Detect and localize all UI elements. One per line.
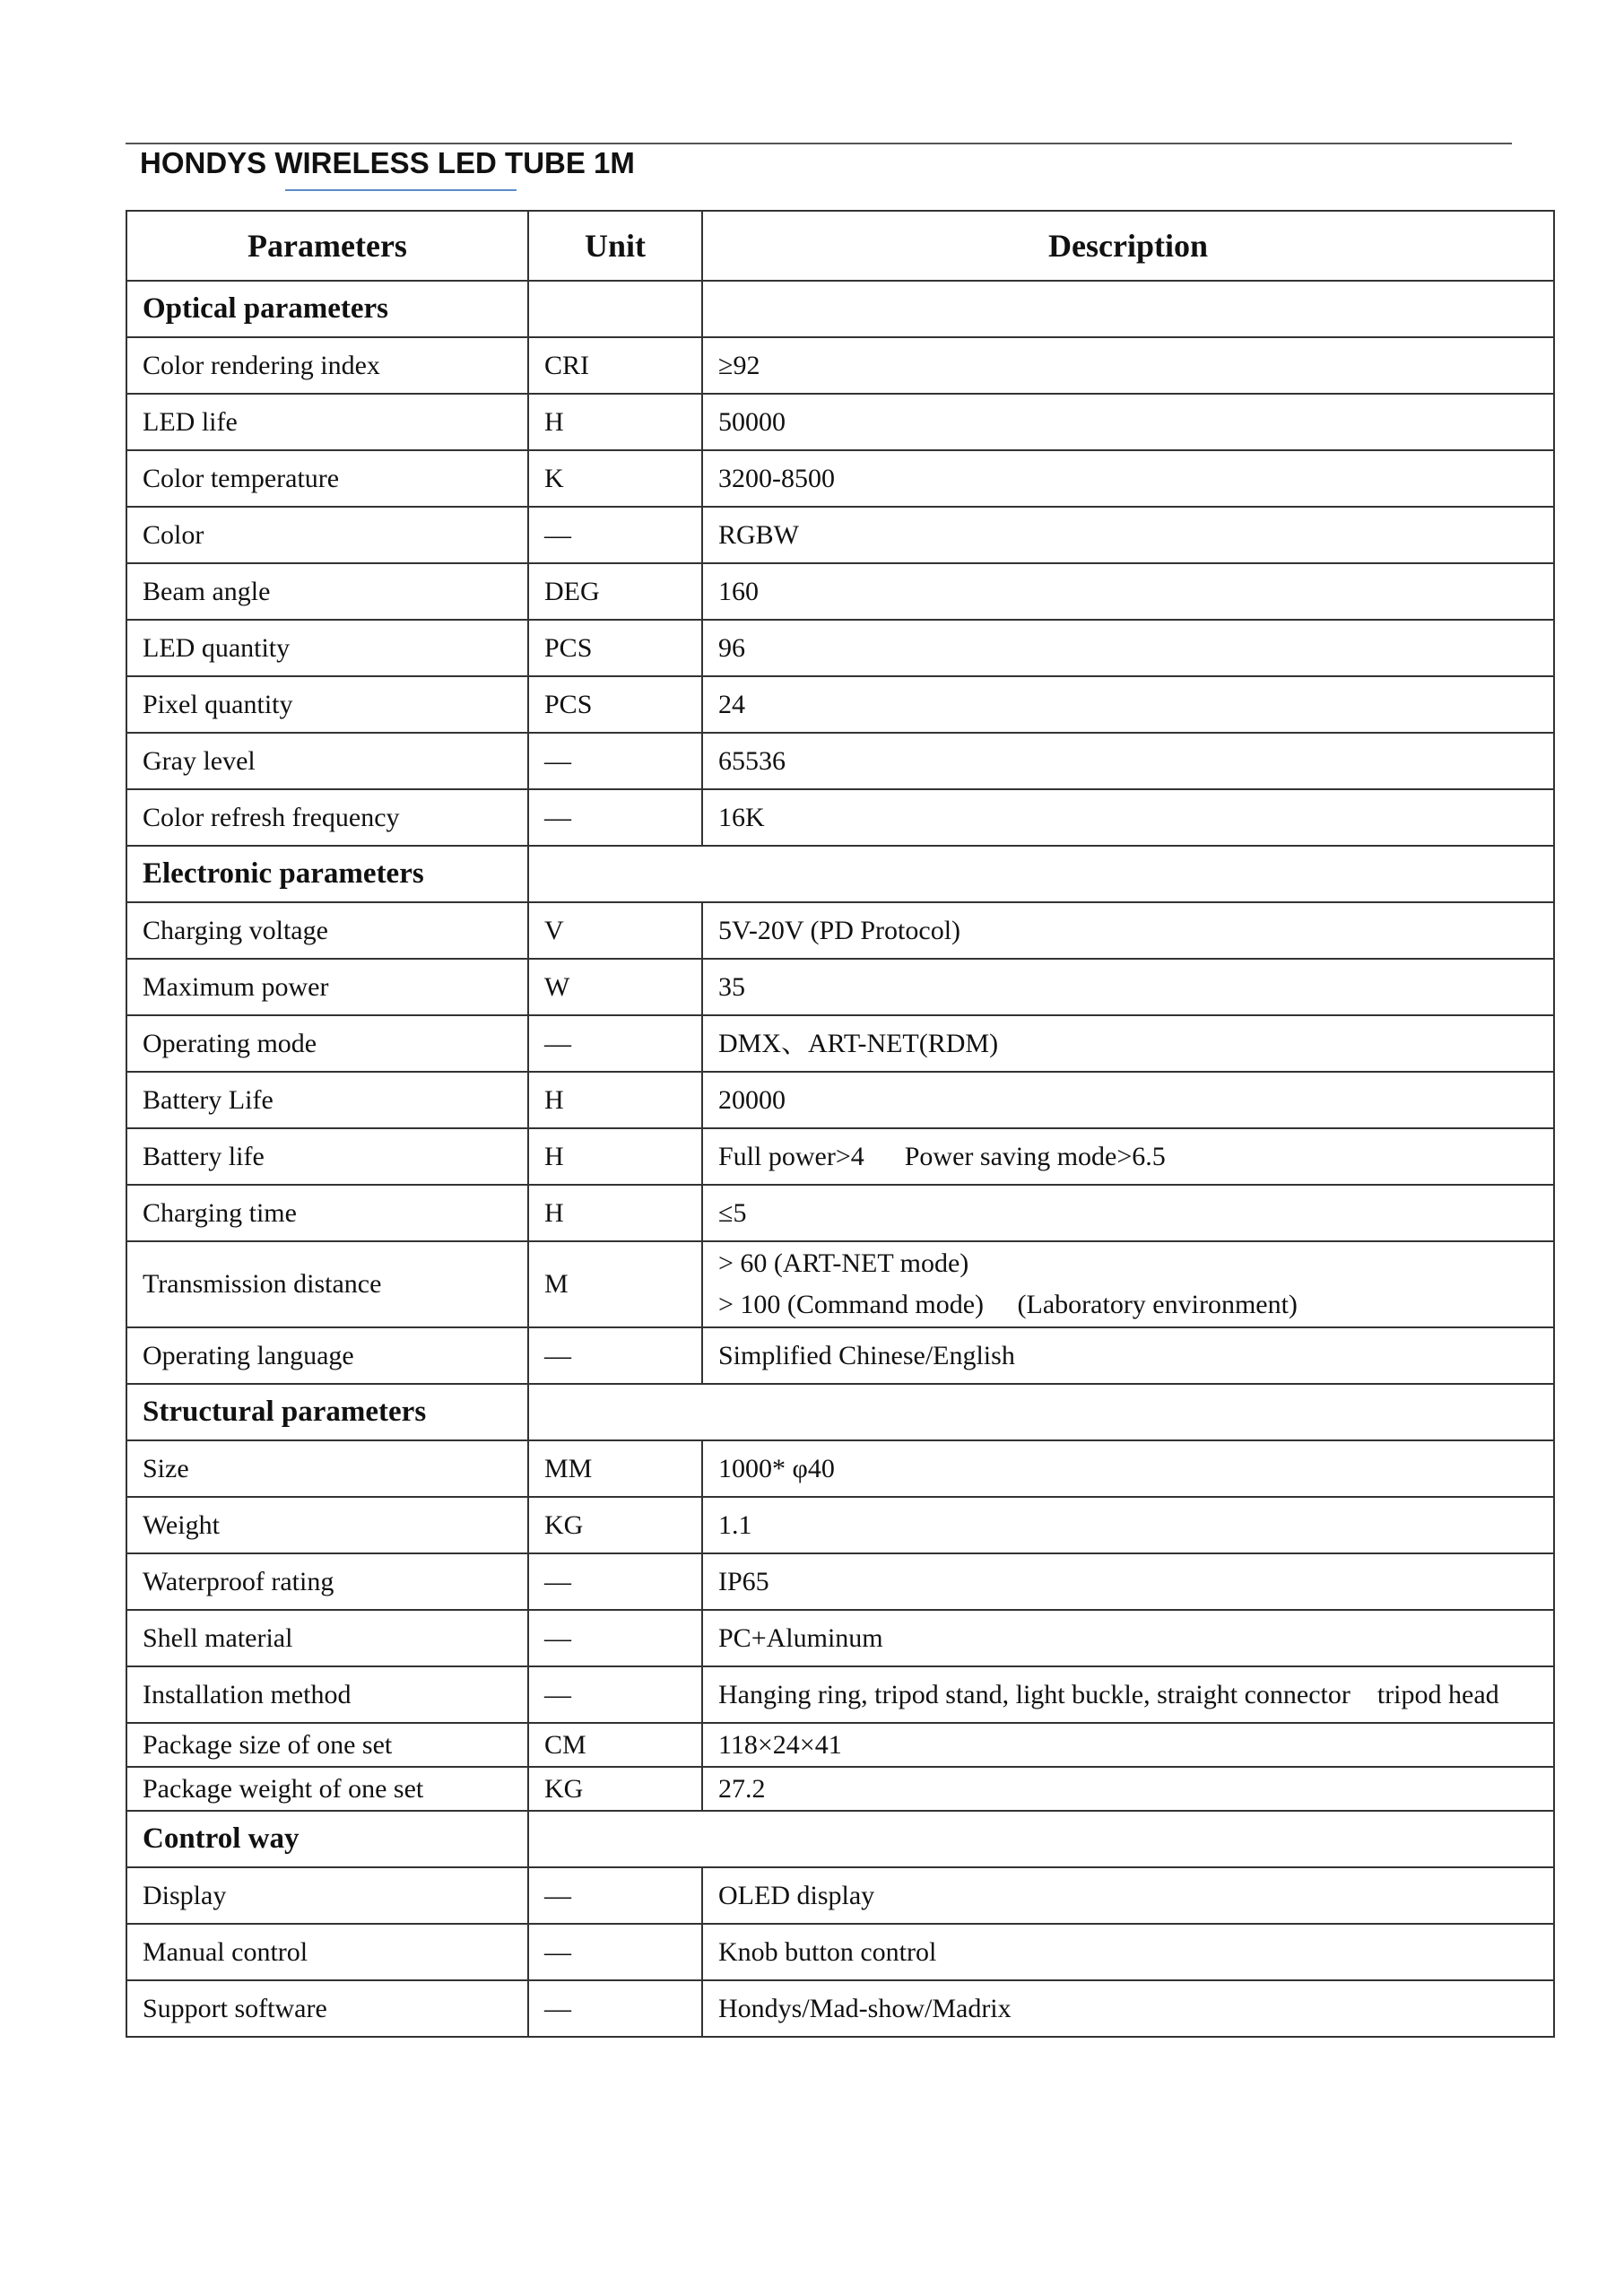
description-line: 27.2 [718,1773,766,1804]
table-row [126,1723,1554,1767]
unit-cell: H [528,394,702,450]
param-cell: Waterproof rating [126,1553,528,1610]
description-line: 16K [718,802,765,832]
param-cell: Support software [126,1980,528,2037]
description-line: 20000 [718,1084,786,1115]
description-cell [702,563,1554,620]
description-line: > 100 (Command mode) (Laboratory environment) [718,1290,1298,1319]
description-cell [702,1610,1554,1666]
table-row [126,789,1554,846]
description-cell [702,1327,1554,1384]
description-cell [702,1723,1554,1767]
param-cell: Pixel quantity [126,676,528,733]
description-line: 3200-8500 [718,463,835,493]
param-cell: Charging voltage [126,902,528,959]
section-row [126,846,1554,902]
table-row [126,1610,1554,1666]
unit-cell: — [528,1553,702,1610]
section-empty-cell [702,281,1554,337]
description-line: OLED display [718,1880,875,1910]
description-line: 1.1 [718,1509,752,1540]
param-cell: Gray level [126,733,528,789]
description-line: Simplified Chinese/English [718,1340,1015,1370]
section-title: Structural parameters [126,1384,528,1440]
section-row [126,1384,1554,1440]
unit-cell: M [528,1241,702,1327]
header-row [126,211,1554,281]
description-cell [702,959,1554,1015]
param-cell: Display [126,1867,528,1924]
spec-table [126,210,1555,2038]
unit-cell: — [528,1015,702,1072]
description-line: 50000 [718,406,786,437]
title-underline [285,189,517,191]
description-cell [702,676,1554,733]
description-line: > 60 (ART-NET mode) [718,1248,969,1278]
param-cell: Color temperature [126,450,528,507]
param-cell: Color rendering index [126,337,528,394]
unit-cell: PCS [528,620,702,676]
param-cell: Color refresh frequency [126,789,528,846]
description-line: 96 [718,632,745,663]
table-row [126,563,1554,620]
section-title: Electronic parameters [126,846,528,902]
table-row [126,676,1554,733]
unit-cell: — [528,1327,702,1384]
unit-cell: H [528,1128,702,1185]
table-row [126,620,1554,676]
description-line: ≤5 [718,1197,747,1228]
table-row [126,1440,1554,1497]
description-line: IP65 [718,1566,769,1596]
unit-cell: K [528,450,702,507]
description-cell [702,394,1554,450]
param-cell: Weight [126,1497,528,1553]
description-cell [702,1128,1554,1185]
description-cell [702,789,1554,846]
document-title: HONDYS WIRELESS LED TUBE 1M [140,146,635,179]
unit-cell: — [528,1867,702,1924]
description-line: Hondys/Mad-show/Madrix [718,1993,1012,2023]
unit-cell: V [528,902,702,959]
unit-cell: — [528,1666,702,1723]
header-parameters: Parameters [126,211,528,281]
section-empty-cell [528,1384,1554,1440]
param-cell: Size [126,1440,528,1497]
unit-cell: — [528,1610,702,1666]
description-cell [702,1980,1554,2037]
table-row [126,1767,1554,1811]
table-row [126,450,1554,507]
description-line: 160 [718,576,759,606]
table-row [126,959,1554,1015]
spec-table-header [126,211,1554,281]
section-title: Control way [126,1811,528,1867]
section-row [126,1811,1554,1867]
table-row [126,1924,1554,1980]
param-cell: Operating mode [126,1015,528,1072]
description-cell [702,1015,1554,1072]
description-line: DMX、ART-NET(RDM) [718,1028,999,1058]
table-row [126,1867,1554,1924]
description-line: Hanging ring, tripod stand, light buckle, straight connector tripod head [718,1679,1499,1709]
description-cell [702,1767,1554,1811]
description-cell [702,1867,1554,1924]
table-row [126,1015,1554,1072]
description-line: 1000* φ40 [718,1453,835,1483]
description-cell [702,1666,1554,1723]
table-row [126,1072,1554,1128]
table-row [126,507,1554,563]
param-cell: Battery life [126,1128,528,1185]
description-cell [702,1497,1554,1553]
table-row [126,1128,1554,1185]
description-line: 118×24×41 [718,1729,842,1760]
section-row [126,281,1554,337]
table-row [126,1497,1554,1553]
table-row [126,1241,1554,1327]
param-cell: Operating language [126,1327,528,1384]
unit-cell: — [528,507,702,563]
unit-cell: — [528,1980,702,2037]
header-description: Description [702,211,1554,281]
param-cell: Maximum power [126,959,528,1015]
header-unit: Unit [528,211,702,281]
param-cell: Beam angle [126,563,528,620]
section-empty-cell [528,1811,1554,1867]
unit-cell: KG [528,1497,702,1553]
param-cell: Package weight of one set [126,1767,528,1811]
description-cell [702,450,1554,507]
unit-cell: CRI [528,337,702,394]
unit-cell: KG [528,1767,702,1811]
unit-cell: CM [528,1723,702,1767]
table-row [126,337,1554,394]
param-cell: Color [126,507,528,563]
description-cell [702,1924,1554,1980]
table-row [126,733,1554,789]
description-line: 35 [718,971,745,1002]
table-row [126,1553,1554,1610]
param-cell: Package size of one set [126,1723,528,1767]
param-cell: LED quantity [126,620,528,676]
table-row [126,1980,1554,2037]
description-cell [702,1072,1554,1128]
param-cell: Transmission distance [126,1241,528,1327]
section-empty-cell [528,846,1554,902]
description-line: Knob button control [718,1936,937,1967]
param-cell: Shell material [126,1610,528,1666]
unit-cell: DEG [528,563,702,620]
description-line: PC+Aluminum [718,1622,883,1653]
description-line: 5V-20V (PD Protocol) [718,915,961,945]
description-cell [702,1553,1554,1610]
description-line: 65536 [718,745,786,776]
unit-cell: — [528,733,702,789]
table-row [126,1185,1554,1241]
param-cell: Manual control [126,1924,528,1980]
table-row [126,394,1554,450]
description-cell [702,1440,1554,1497]
description-line: 24 [718,689,745,719]
table-row [126,1666,1554,1723]
table-row [126,902,1554,959]
description-cell [702,733,1554,789]
param-cell: LED life [126,394,528,450]
section-empty-cell [528,281,702,337]
description-cell [702,1241,1554,1327]
description-line: RGBW [718,519,799,550]
section-title: Optical parameters [126,281,528,337]
description-line: Full power>4 Power saving mode>6.5 [718,1141,1166,1171]
description-line: ≥92 [718,350,760,380]
unit-cell: — [528,1924,702,1980]
param-cell: Charging time [126,1185,528,1241]
unit-cell: PCS [528,676,702,733]
unit-cell: MM [528,1440,702,1497]
description-cell [702,337,1554,394]
unit-cell: W [528,959,702,1015]
param-cell: Installation method [126,1666,528,1723]
table-row [126,1327,1554,1384]
description-cell [702,902,1554,959]
unit-cell: — [528,789,702,846]
description-cell [702,507,1554,563]
param-cell: Battery Life [126,1072,528,1128]
description-cell [702,620,1554,676]
unit-cell: H [528,1072,702,1128]
unit-cell: H [528,1185,702,1241]
description-cell [702,1185,1554,1241]
spec-table-body [126,281,1554,2037]
